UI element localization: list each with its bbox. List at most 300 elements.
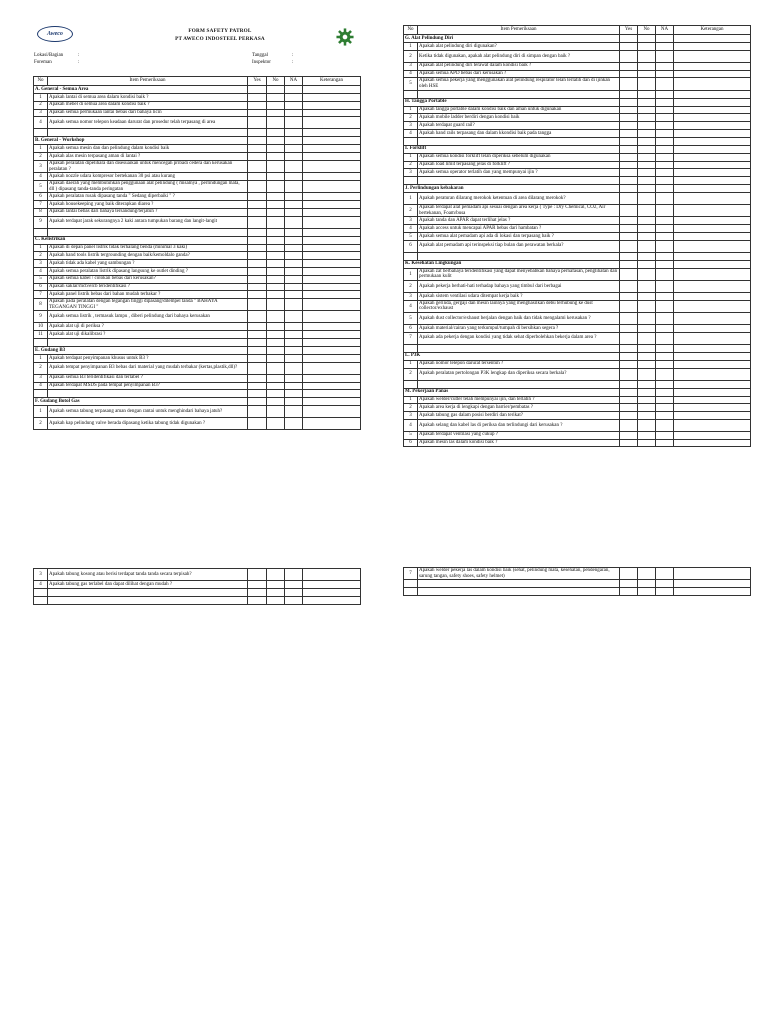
no-checkbox[interactable] (267, 291, 285, 299)
no-checkbox[interactable] (638, 205, 656, 217)
keterangan-field[interactable] (303, 153, 361, 161)
checklist-row (404, 78, 751, 90)
na-checkbox[interactable] (656, 568, 674, 580)
yes-checkbox[interactable] (620, 300, 638, 312)
keterangan-field[interactable] (303, 331, 361, 339)
checklist-row (404, 161, 751, 169)
na-checkbox[interactable] (656, 225, 674, 233)
yes-checkbox[interactable] (248, 101, 267, 109)
no-checkbox[interactable] (267, 275, 285, 283)
left-table (33, 76, 361, 430)
no-checkbox[interactable] (638, 129, 656, 137)
keterangan-field[interactable] (674, 280, 751, 292)
yes-checkbox[interactable] (620, 129, 638, 137)
item-question: Apakah pada peralatan dengan tegangan tinggi dipasang/ditempel tanda " BAHAYA TEGANGAN TINGGI " (48, 299, 248, 311)
no-checkbox[interactable] (638, 280, 656, 292)
keterangan-field[interactable] (303, 252, 361, 260)
na-checkbox[interactable] (656, 153, 674, 161)
keterangan-field[interactable] (303, 216, 361, 228)
keterangan-field[interactable] (303, 275, 361, 283)
no-checkbox[interactable] (638, 122, 656, 130)
yes-checkbox[interactable] (248, 260, 267, 268)
blank-cell (248, 596, 267, 604)
na-checkbox[interactable] (285, 569, 303, 581)
na-checkbox[interactable] (285, 260, 303, 268)
na-checkbox[interactable] (285, 173, 303, 181)
na-checkbox[interactable] (656, 332, 674, 344)
keterangan-field[interactable] (303, 581, 361, 589)
yes-checkbox[interactable] (248, 160, 267, 172)
yes-checkbox[interactable] (248, 117, 267, 129)
checklist-row (34, 331, 361, 339)
na-checkbox[interactable] (285, 180, 303, 192)
keterangan-field[interactable] (674, 153, 751, 161)
keterangan-field[interactable] (674, 114, 751, 122)
no-checkbox[interactable] (638, 240, 656, 252)
yes-checkbox[interactable] (248, 208, 267, 216)
na-checkbox[interactable] (656, 360, 674, 368)
keterangan-field[interactable] (674, 78, 751, 90)
item-question: Apakah daerah yang membutuhkan penggunaan alat pelindung ( misalnya , perlindungan mata, dll ) dipasang tanda-tanda peringatan (48, 180, 248, 192)
no-checkbox[interactable] (638, 332, 656, 344)
no-checkbox[interactable] (638, 324, 656, 332)
no-checkbox[interactable] (638, 114, 656, 122)
na-checkbox[interactable] (656, 122, 674, 130)
keterangan-field[interactable] (674, 225, 751, 233)
no-checkbox[interactable] (267, 208, 285, 216)
na-checkbox[interactable] (656, 419, 674, 431)
item-question: Apakah tabung gas terlabel dan dapat dilihat dengan mudah ? (48, 581, 248, 589)
keterangan-field[interactable] (674, 43, 751, 51)
keterangan-field[interactable] (303, 354, 361, 362)
na-checkbox[interactable] (285, 200, 303, 208)
keterangan-field[interactable] (303, 117, 361, 129)
keterangan-field[interactable] (303, 145, 361, 153)
item-number: 6 (404, 324, 418, 332)
yes-checkbox[interactable] (248, 382, 267, 390)
no-checkbox[interactable] (638, 232, 656, 240)
na-checkbox[interactable] (285, 216, 303, 228)
na-checkbox[interactable] (656, 292, 674, 300)
keterangan-field[interactable] (674, 332, 751, 344)
no-checkbox[interactable] (638, 419, 656, 431)
no-checkbox[interactable] (638, 412, 656, 420)
keterangan-field[interactable] (674, 161, 751, 169)
no-checkbox[interactable] (638, 153, 656, 161)
keterangan-field[interactable] (303, 208, 361, 216)
na-checkbox[interactable] (656, 396, 674, 404)
blank-cell (248, 390, 267, 398)
keterangan-field[interactable] (674, 312, 751, 324)
keterangan-field[interactable] (674, 404, 751, 412)
no-checkbox[interactable] (267, 283, 285, 291)
yes-checkbox[interactable] (620, 368, 638, 380)
yes-checkbox[interactable] (248, 299, 267, 311)
keterangan-field[interactable] (674, 62, 751, 70)
yes-checkbox[interactable] (620, 312, 638, 324)
no-checkbox[interactable] (267, 406, 285, 418)
yes-checkbox[interactable] (248, 354, 267, 362)
na-checkbox[interactable] (656, 312, 674, 324)
no-checkbox[interactable] (638, 431, 656, 439)
na-checkbox[interactable] (285, 581, 303, 589)
yes-checkbox[interactable] (248, 193, 267, 201)
yes-checkbox[interactable] (248, 311, 267, 323)
na-checkbox[interactable] (656, 169, 674, 177)
yes-checkbox[interactable] (620, 50, 638, 62)
item-question: Apakah semua tabung terpasang aman dengan rantai untuk menghindari bahaya jatuh? (48, 406, 248, 418)
left-continuation (33, 568, 360, 605)
na-checkbox[interactable] (285, 160, 303, 172)
na-checkbox[interactable] (285, 323, 303, 331)
yes-checkbox[interactable] (248, 362, 267, 374)
yes-checkbox[interactable] (620, 232, 638, 240)
keterangan-field[interactable] (674, 70, 751, 78)
keterangan-field[interactable] (303, 109, 361, 117)
yes-checkbox[interactable] (620, 431, 638, 439)
no-checkbox[interactable] (267, 216, 285, 228)
checklist-row (404, 292, 751, 300)
yes-checkbox[interactable] (620, 439, 638, 447)
no-checkbox[interactable] (267, 311, 285, 323)
section-blank-cell (248, 346, 267, 354)
keterangan-field[interactable] (303, 374, 361, 382)
na-checkbox[interactable] (285, 94, 303, 102)
yes-checkbox[interactable] (620, 78, 638, 90)
yes-checkbox[interactable] (620, 360, 638, 368)
gear-icon (336, 28, 354, 46)
checklist-row (34, 354, 361, 362)
na-checkbox[interactable] (285, 252, 303, 260)
yes-checkbox[interactable] (248, 374, 267, 382)
no-checkbox[interactable] (267, 331, 285, 339)
yes-checkbox[interactable] (620, 217, 638, 225)
na-checkbox[interactable] (656, 412, 674, 420)
na-checkbox[interactable] (285, 244, 303, 252)
na-checkbox[interactable] (285, 311, 303, 323)
na-checkbox[interactable] (656, 431, 674, 439)
blank-cell (638, 588, 656, 596)
na-checkbox[interactable] (656, 106, 674, 114)
na-checkbox[interactable] (656, 193, 674, 205)
na-checkbox[interactable] (656, 300, 674, 312)
yes-checkbox[interactable] (248, 283, 267, 291)
no-checkbox[interactable] (267, 101, 285, 109)
na-checkbox[interactable] (285, 101, 303, 109)
yes-checkbox[interactable] (248, 418, 267, 430)
keterangan-field[interactable] (303, 362, 361, 374)
keterangan-field[interactable] (674, 431, 751, 439)
no-checkbox[interactable] (267, 354, 285, 362)
no-checkbox[interactable] (267, 193, 285, 201)
no-checkbox[interactable] (638, 568, 656, 580)
na-checkbox[interactable] (656, 240, 674, 252)
na-checkbox[interactable] (656, 439, 674, 447)
no-checkbox[interactable] (267, 145, 285, 153)
yes-checkbox[interactable] (248, 216, 267, 228)
keterangan-field[interactable] (674, 106, 751, 114)
keterangan-field[interactable] (674, 129, 751, 137)
yes-checkbox[interactable] (620, 70, 638, 78)
no-checkbox[interactable] (638, 225, 656, 233)
no-checkbox[interactable] (638, 404, 656, 412)
no-checkbox[interactable] (638, 439, 656, 447)
item-question: Apakah panel listrik bebas dari bahan mudah terbakar ? (48, 291, 248, 299)
na-checkbox[interactable] (656, 78, 674, 90)
na-checkbox[interactable] (285, 145, 303, 153)
yes-checkbox[interactable] (248, 569, 267, 581)
no-checkbox[interactable] (267, 244, 285, 252)
yes-checkbox[interactable] (620, 193, 638, 205)
no-checkbox[interactable] (267, 252, 285, 260)
no-checkbox[interactable] (638, 161, 656, 169)
no-checkbox[interactable] (267, 153, 285, 161)
no-checkbox[interactable] (638, 360, 656, 368)
no-checkbox[interactable] (638, 292, 656, 300)
item-number: 4 (34, 117, 48, 129)
keterangan-field[interactable] (303, 569, 361, 581)
na-checkbox[interactable] (285, 208, 303, 216)
no-checkbox[interactable] (267, 117, 285, 129)
no-checkbox[interactable] (638, 169, 656, 177)
blank-cell (34, 338, 48, 346)
yes-checkbox[interactable] (248, 275, 267, 283)
keterangan-field[interactable] (674, 368, 751, 380)
yes-checkbox[interactable] (620, 169, 638, 177)
no-checkbox[interactable] (638, 50, 656, 62)
yes-checkbox[interactable] (620, 419, 638, 431)
no-checkbox[interactable] (638, 43, 656, 51)
keterangan-field[interactable] (303, 180, 361, 192)
keterangan-field[interactable] (674, 300, 751, 312)
na-checkbox[interactable] (656, 404, 674, 412)
na-checkbox[interactable] (285, 193, 303, 201)
yes-checkbox[interactable] (620, 268, 638, 280)
na-checkbox[interactable] (656, 280, 674, 292)
no-checkbox[interactable] (638, 312, 656, 324)
yes-checkbox[interactable] (620, 568, 638, 580)
yes-checkbox[interactable] (620, 114, 638, 122)
keterangan-field[interactable] (674, 169, 751, 177)
yes-checkbox[interactable] (248, 323, 267, 331)
yes-checkbox[interactable] (620, 62, 638, 70)
na-checkbox[interactable] (285, 299, 303, 311)
yes-checkbox[interactable] (620, 324, 638, 332)
na-checkbox[interactable] (285, 354, 303, 362)
no-checkbox[interactable] (638, 300, 656, 312)
keterangan-field[interactable] (674, 360, 751, 368)
no-checkbox[interactable] (638, 70, 656, 78)
keterangan-field[interactable] (674, 439, 751, 447)
keterangan-field[interactable] (303, 173, 361, 181)
yes-checkbox[interactable] (620, 396, 638, 404)
keterangan-field[interactable] (674, 292, 751, 300)
no-checkbox[interactable] (267, 200, 285, 208)
na-checkbox[interactable] (285, 109, 303, 117)
yes-checkbox[interactable] (248, 252, 267, 260)
keterangan-field[interactable] (303, 200, 361, 208)
no-checkbox[interactable] (267, 569, 285, 581)
keterangan-field[interactable] (674, 568, 751, 580)
no-checkbox[interactable] (638, 217, 656, 225)
no-checkbox[interactable] (267, 160, 285, 172)
yes-checkbox[interactable] (620, 412, 638, 420)
keterangan-field[interactable] (674, 193, 751, 205)
yes-checkbox[interactable] (248, 406, 267, 418)
keterangan-field[interactable] (303, 418, 361, 430)
keterangan-field[interactable] (674, 412, 751, 420)
keterangan-field[interactable] (303, 267, 361, 275)
yes-checkbox[interactable] (248, 200, 267, 208)
checklist-row (34, 252, 361, 260)
yes-checkbox[interactable] (620, 161, 638, 169)
section-blank-cell (267, 346, 285, 354)
no-checkbox[interactable] (267, 109, 285, 117)
yes-checkbox[interactable] (248, 109, 267, 117)
na-checkbox[interactable] (285, 117, 303, 129)
no-checkbox[interactable] (267, 374, 285, 382)
no-checkbox[interactable] (267, 581, 285, 589)
section-row (404, 35, 751, 43)
na-checkbox[interactable] (656, 114, 674, 122)
keterangan-field[interactable] (674, 396, 751, 404)
keterangan-field[interactable] (674, 50, 751, 62)
no-checkbox[interactable] (267, 173, 285, 181)
yes-checkbox[interactable] (248, 581, 267, 589)
keterangan-field[interactable] (674, 205, 751, 217)
blank-cell (303, 228, 361, 236)
yes-checkbox[interactable] (620, 332, 638, 344)
blank-cell (638, 580, 656, 588)
keterangan-field[interactable] (303, 244, 361, 252)
yes-checkbox[interactable] (620, 240, 638, 252)
no-checkbox[interactable] (267, 418, 285, 430)
na-checkbox[interactable] (285, 418, 303, 430)
na-checkbox[interactable] (656, 62, 674, 70)
no-checkbox[interactable] (267, 299, 285, 311)
na-checkbox[interactable] (656, 50, 674, 62)
na-checkbox[interactable] (656, 368, 674, 380)
keterangan-field[interactable] (303, 193, 361, 201)
no-checkbox[interactable] (638, 193, 656, 205)
na-checkbox[interactable] (285, 267, 303, 275)
na-checkbox[interactable] (285, 275, 303, 283)
na-checkbox[interactable] (285, 374, 303, 382)
na-checkbox[interactable] (656, 129, 674, 137)
blank-row (404, 580, 751, 588)
item-question: Apakah material/cairan yang terkumpul/tumpah di bersihkan segera ? (418, 324, 620, 332)
no-checkbox[interactable] (267, 260, 285, 268)
item-question: Apakah tabung kosong atau berisi terdapat tanda tanda secara terpisah? (48, 569, 248, 581)
yes-checkbox[interactable] (248, 94, 267, 102)
keterangan-field[interactable] (674, 122, 751, 130)
na-checkbox[interactable] (656, 217, 674, 225)
no-checkbox[interactable] (267, 94, 285, 102)
na-checkbox[interactable] (285, 382, 303, 390)
yes-checkbox[interactable] (248, 331, 267, 339)
yes-checkbox[interactable] (248, 180, 267, 192)
na-checkbox[interactable] (656, 268, 674, 280)
na-checkbox[interactable] (285, 406, 303, 418)
no-checkbox[interactable] (638, 62, 656, 70)
keterangan-field[interactable] (303, 406, 361, 418)
keterangan-field[interactable] (303, 283, 361, 291)
na-checkbox[interactable] (285, 362, 303, 374)
yes-checkbox[interactable] (620, 106, 638, 114)
yes-checkbox[interactable] (620, 43, 638, 51)
yes-checkbox[interactable] (248, 244, 267, 252)
keterangan-field[interactable] (674, 324, 751, 332)
blank-row (404, 90, 751, 98)
yes-checkbox[interactable] (620, 153, 638, 161)
no-checkbox[interactable] (638, 106, 656, 114)
checklist-row (404, 268, 751, 280)
na-checkbox[interactable] (656, 70, 674, 78)
na-checkbox[interactable] (656, 205, 674, 217)
keterangan-field[interactable] (303, 382, 361, 390)
na-checkbox[interactable] (285, 291, 303, 299)
keterangan-field[interactable] (674, 268, 751, 280)
keterangan-field[interactable] (303, 260, 361, 268)
na-checkbox[interactable] (285, 153, 303, 161)
keterangan-field[interactable] (303, 311, 361, 323)
yes-checkbox[interactable] (620, 280, 638, 292)
yes-checkbox[interactable] (620, 122, 638, 130)
keterangan-field[interactable] (674, 419, 751, 431)
no-checkbox[interactable] (638, 268, 656, 280)
no-checkbox[interactable] (267, 180, 285, 192)
checklist-row (404, 568, 751, 580)
yes-checkbox[interactable] (248, 267, 267, 275)
lokasi-colon: : (78, 53, 80, 58)
no-checkbox[interactable] (638, 78, 656, 90)
yes-checkbox[interactable] (248, 145, 267, 153)
yes-checkbox[interactable] (248, 153, 267, 161)
na-checkbox[interactable] (285, 283, 303, 291)
blank-cell (267, 588, 285, 596)
blank-row (404, 177, 751, 185)
keterangan-field[interactable] (303, 299, 361, 311)
col-yes-header: Yes (620, 26, 638, 35)
no-checkbox[interactable] (638, 368, 656, 380)
na-checkbox[interactable] (656, 161, 674, 169)
keterangan-field[interactable] (674, 232, 751, 240)
keterangan-field[interactable] (674, 240, 751, 252)
no-checkbox[interactable] (267, 267, 285, 275)
item-number: 4 (404, 300, 418, 312)
keterangan-field[interactable] (303, 291, 361, 299)
yes-checkbox[interactable] (620, 292, 638, 300)
keterangan-field[interactable] (303, 94, 361, 102)
keterangan-field[interactable] (674, 217, 751, 225)
yes-checkbox[interactable] (620, 225, 638, 233)
yes-checkbox[interactable] (620, 404, 638, 412)
keterangan-field[interactable] (303, 101, 361, 109)
no-checkbox[interactable] (267, 323, 285, 331)
na-checkbox[interactable] (656, 232, 674, 240)
keterangan-field[interactable] (303, 323, 361, 331)
no-checkbox[interactable] (267, 362, 285, 374)
yes-checkbox[interactable] (248, 173, 267, 181)
keterangan-field[interactable] (303, 160, 361, 172)
no-checkbox[interactable] (267, 382, 285, 390)
yes-checkbox[interactable] (620, 205, 638, 217)
no-checkbox[interactable] (638, 396, 656, 404)
na-checkbox[interactable] (656, 43, 674, 51)
yes-checkbox[interactable] (248, 291, 267, 299)
na-checkbox[interactable] (285, 331, 303, 339)
na-checkbox[interactable] (656, 324, 674, 332)
